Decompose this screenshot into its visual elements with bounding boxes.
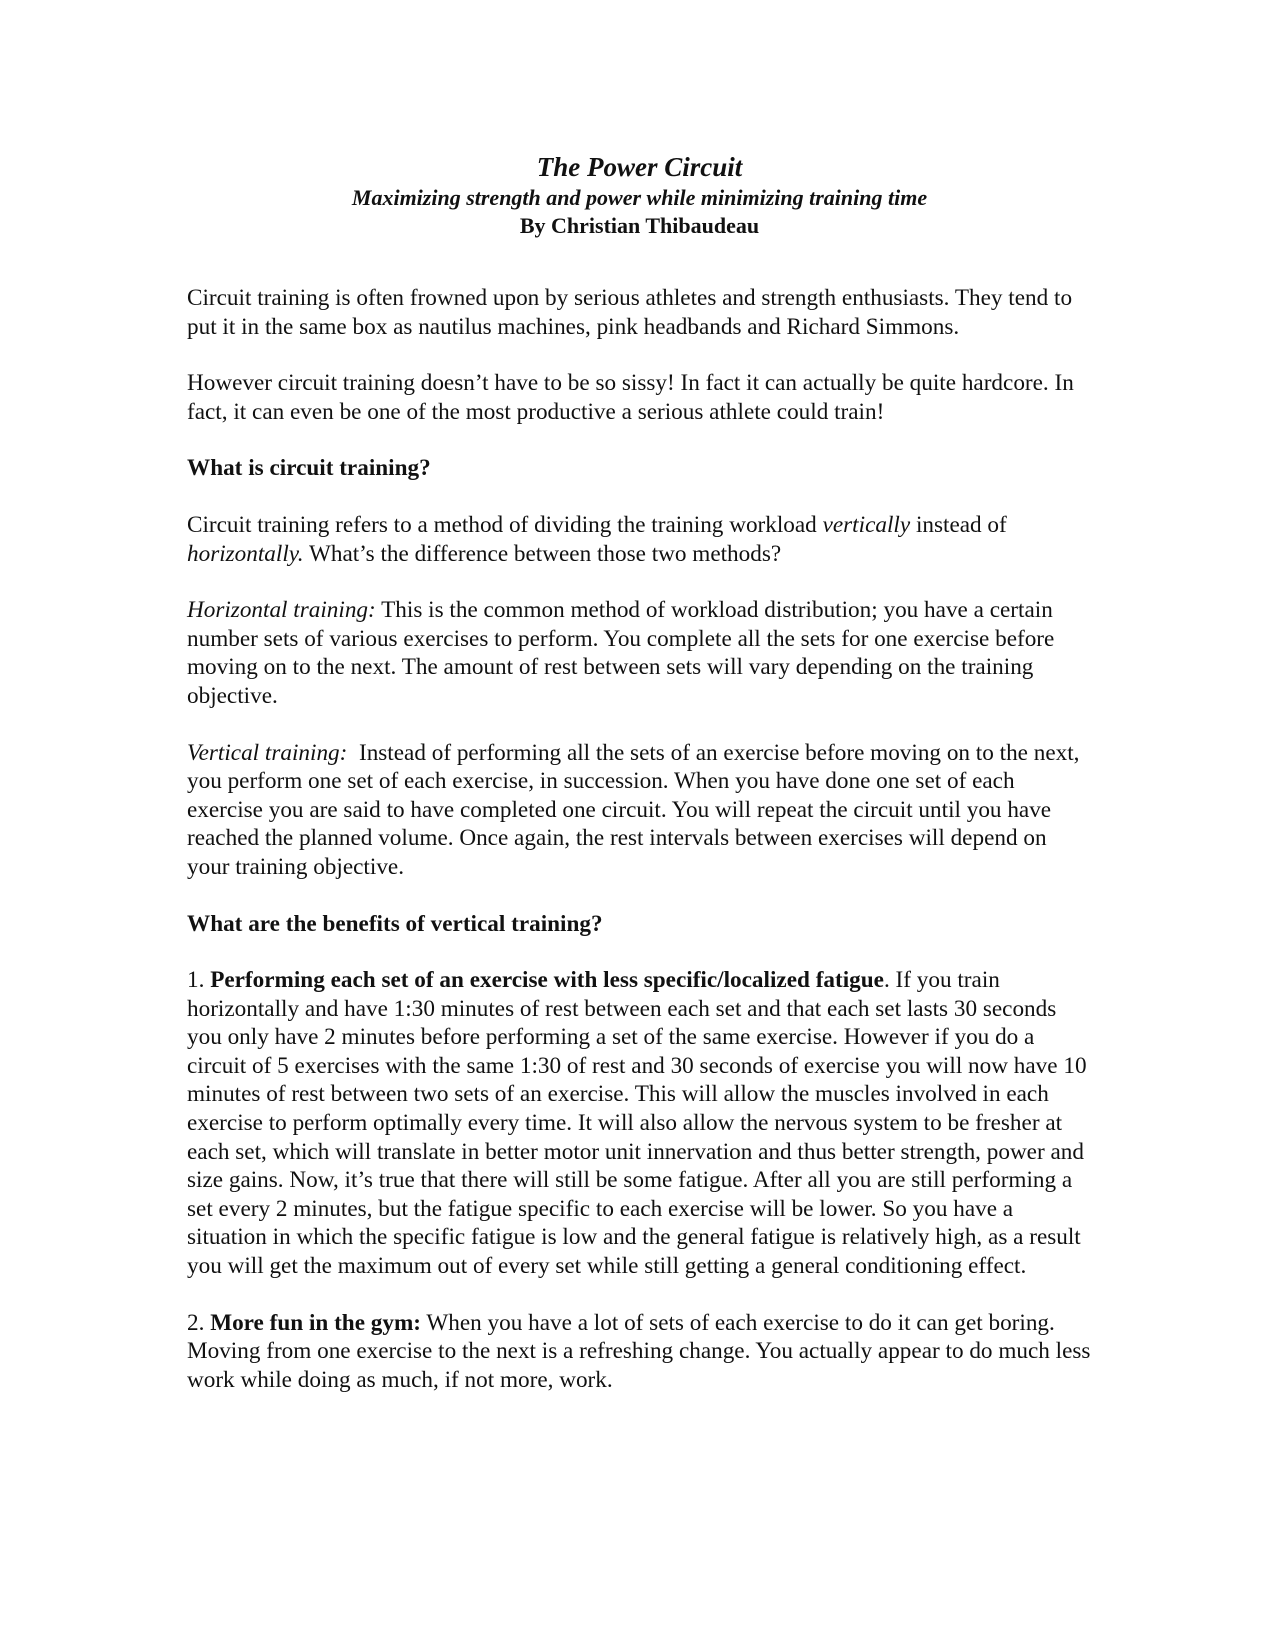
benefit-1-number: 1.	[187, 967, 211, 994]
document-page	[187, 150, 1092, 1422]
section-heading-benefits: What are the benefits of vertical training?	[187, 910, 603, 937]
benefit-2-text: When you have a lot of sets of each exercise to do it can get boring. Moving from one exercise to the next is a refreshing change. You actually appear to do much less work while doing as much, if not more, work.	[187, 1309, 1091, 1393]
paragraph-however: However circuit training doesn’t have to be so sissy! In fact it can actually be quite hardcore. In fact, it can even be one of the most productive a serious athlete could train!	[187, 370, 1074, 425]
benefit-2-number: 2.	[187, 1309, 211, 1336]
paragraph-definition-part-c: What’s the difference between those two methods?	[303, 540, 782, 567]
term-vertically: vertically	[822, 511, 911, 538]
benefit-1-text: . If you train horizontally and have 1:30 minutes of rest between each set and that each set lasts 30 seconds you only have 2 minutes before performing a set of the same exercise. However if you do a circuit of 5 exercises with the same 1:30 of rest and 30 seconds of exercise you will now have 10 minutes of rest between two sets of an exercise. This will allow the muscles involved in each exercise to perform optimally every time. It will also allow the nervous system to be fresher at each set, which will translate in better motor unit innervation and thus better strength, power and size gains. Now, it’s true that there will still be some fatigue. After all you are still performing a set every 2 minutes, but the fatigue specific to each exercise will be lower. So you have a situation in which the specific fatigue is low and the general fatigue is relatively high, as a result you will get the maximum out of every set while still getting a general conditioning effect.	[187, 967, 1087, 1280]
paragraph-benefit-1	[187, 966, 1092, 1281]
document-title: The Power Circuit	[536, 152, 743, 182]
benefit-1-title: Performing each set of an exercise with less specific/localized fatigue	[210, 967, 884, 994]
paragraph-benefit-2	[187, 1309, 1092, 1395]
benefit-2-title: More fun in the gym:	[210, 1309, 422, 1336]
paragraph-definition	[187, 511, 1092, 568]
paragraph-definition-part-b: instead of	[910, 511, 1007, 538]
label-vertical-training: Vertical training:	[187, 739, 348, 766]
paragraph-horizontal-training	[187, 596, 1092, 710]
paragraph-vertical-training	[187, 739, 1092, 882]
text-horizontal-training: This is the common method of workload distribution; you have a certain number sets of various exercises to perform. You complete all the sets for one exercise before moving on to the next. The amount of rest between sets will vary depending on the training objective.	[187, 597, 1055, 709]
paragraph-definition-part-a: Circuit training refers to a method of dividing the training workload	[187, 511, 823, 538]
document-byline: By Christian Thibaudeau	[519, 213, 760, 238]
section-heading-what-is: What is circuit training?	[187, 455, 431, 482]
document-header	[187, 150, 1092, 240]
text-vertical-training: Instead of performing all the sets of an exercise before moving on to the next, you perform one set of each exercise, in succession. When you have done one set of each exercise you are said to have completed one circuit. You will repeat the circuit until you have reached the planned volume. Once again, the rest intervals between exercises will depend on your training objective.	[187, 739, 1086, 880]
term-horizontally: horizontally.	[187, 540, 304, 567]
document-subtitle: Maximizing strength and power while minimizing training time	[351, 185, 928, 210]
label-horizontal-training: Horizontal training:	[187, 597, 376, 624]
paragraph-intro: Circuit training is often frowned upon by serious athletes and strength enthusiasts. They tend to put it in the same box as nautilus machines, pink headbands and Richard Simmons.	[187, 285, 1073, 340]
